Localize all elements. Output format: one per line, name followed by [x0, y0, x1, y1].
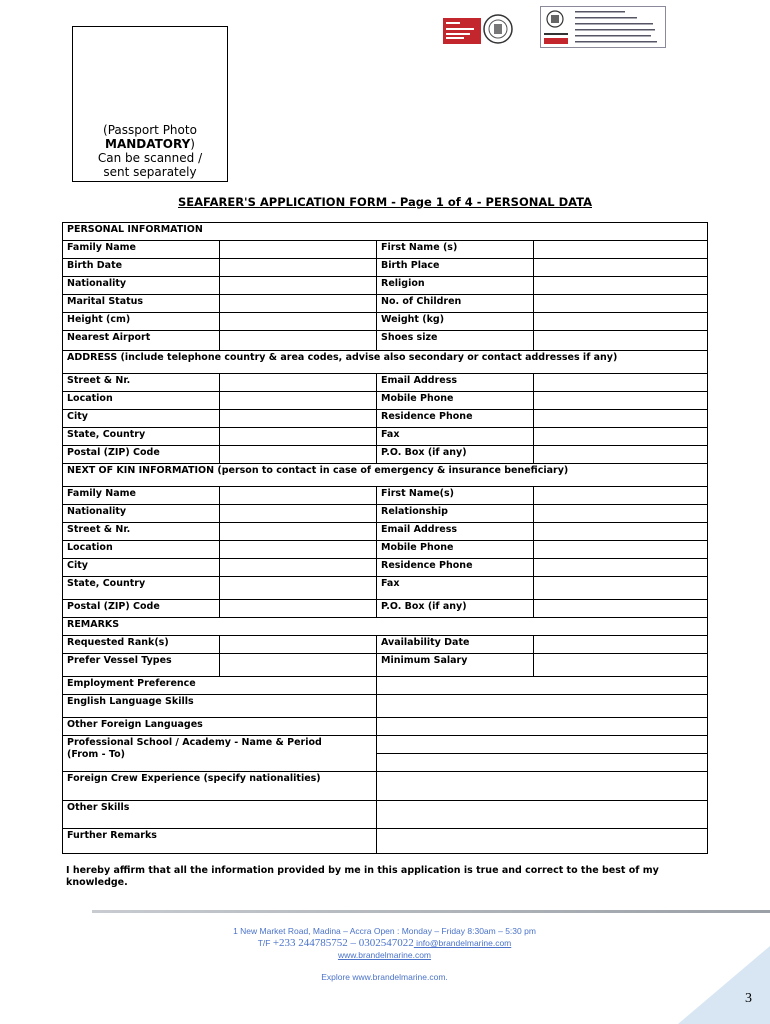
- form-row: [63, 541, 708, 559]
- kin-city-field[interactable]: [220, 559, 377, 577]
- field-label: Residence Phone: [377, 410, 534, 428]
- other-skills-field[interactable]: [377, 801, 708, 829]
- requested-rank-field[interactable]: [220, 636, 377, 654]
- section-next-of-kin: NEXT OF KIN INFORMATION (person to contact in case of emergency & insurance beneficiary): [63, 464, 708, 487]
- field-label: Other Foreign Languages: [63, 718, 377, 736]
- field-label: Nationality: [63, 505, 220, 523]
- form-row: [63, 577, 708, 600]
- field-label: Street & Nr.: [63, 523, 220, 541]
- birth-place-field[interactable]: [534, 259, 708, 277]
- field-label: Nearest Airport: [63, 331, 220, 351]
- footer-phone-prefix: T/F: [257, 938, 273, 948]
- form-row: [63, 772, 708, 801]
- form-row: [63, 736, 708, 754]
- field-label: Fax: [377, 428, 534, 446]
- form-row: [63, 374, 708, 392]
- kin-fax-field[interactable]: [534, 577, 708, 600]
- religion-field[interactable]: [534, 277, 708, 295]
- photo-line-4: sent separately: [103, 165, 197, 179]
- footer-email-link[interactable]: info@brandelmarine.com: [413, 938, 512, 948]
- field-label: Email Address: [377, 523, 534, 541]
- children-field[interactable]: [534, 295, 708, 313]
- nationality-field[interactable]: [220, 277, 377, 295]
- field-label: Postal (ZIP) Code: [63, 446, 220, 464]
- employment-preference-field[interactable]: [377, 677, 708, 695]
- form-row: [63, 505, 708, 523]
- po-box-field[interactable]: [534, 446, 708, 464]
- field-label: City: [63, 559, 220, 577]
- height-field[interactable]: [220, 313, 377, 331]
- form-row: [63, 829, 708, 854]
- footer-divider: [92, 910, 770, 913]
- residence-phone-field[interactable]: [534, 410, 708, 428]
- field-label: Minimum Salary: [377, 654, 534, 677]
- field-label: State, Country: [63, 577, 220, 600]
- form-row: [63, 313, 708, 331]
- form-row: [63, 600, 708, 618]
- kin-po-box-field[interactable]: [534, 600, 708, 618]
- field-label: Family Name: [63, 487, 220, 505]
- field-label: Location: [63, 541, 220, 559]
- field-label: Fax: [377, 577, 534, 600]
- location-field[interactable]: [220, 392, 377, 410]
- form-row: [63, 636, 708, 654]
- family-name-field[interactable]: [220, 241, 377, 259]
- field-label: Marital Status: [63, 295, 220, 313]
- photo-mandatory: MANDATORY: [105, 137, 191, 151]
- application-form-table: [62, 222, 708, 854]
- form-row: [63, 331, 708, 351]
- field-label: Requested Rank(s): [63, 636, 220, 654]
- field-label: Availability Date: [377, 636, 534, 654]
- form-row: [63, 259, 708, 277]
- form-row: [63, 487, 708, 505]
- nearest-airport-field[interactable]: [220, 331, 377, 351]
- english-skills-field[interactable]: [377, 695, 708, 718]
- form-row: [63, 559, 708, 577]
- form-row: [63, 295, 708, 313]
- field-label: No. of Children: [377, 295, 534, 313]
- school-label-line-2: (From - To): [67, 749, 125, 760]
- page-corner-decoration: [678, 946, 770, 1024]
- form-row: [63, 677, 708, 695]
- further-remarks-field[interactable]: [377, 829, 708, 854]
- field-label: Prefer Vessel Types: [63, 654, 220, 677]
- field-label: English Language Skills: [63, 695, 377, 718]
- field-label: Street & Nr.: [63, 374, 220, 392]
- footer-contact: [92, 937, 677, 949]
- form-row: [63, 428, 708, 446]
- kin-street-field[interactable]: [220, 523, 377, 541]
- shoes-size-field[interactable]: [534, 331, 708, 351]
- birth-date-field[interactable]: [220, 259, 377, 277]
- professional-school-field[interactable]: [377, 736, 708, 754]
- form-row: [63, 446, 708, 464]
- foreign-languages-field[interactable]: [377, 718, 708, 736]
- professional-school-period-field[interactable]: [377, 754, 708, 772]
- kin-first-name-field[interactable]: [534, 487, 708, 505]
- iso-certification-logo: [540, 6, 666, 48]
- field-label: Nationality: [63, 277, 220, 295]
- photo-close-paren: ): [190, 137, 195, 151]
- field-label: City: [63, 410, 220, 428]
- field-label: Mobile Phone: [377, 392, 534, 410]
- field-label: P.O. Box (if any): [377, 600, 534, 618]
- field-label: Shoes size: [377, 331, 534, 351]
- kin-mobile-phone-field[interactable]: [534, 541, 708, 559]
- field-label: Employment Preference: [63, 677, 377, 695]
- field-label: Birth Date: [63, 259, 220, 277]
- passport-photo-note: [73, 123, 227, 179]
- email-field[interactable]: [534, 374, 708, 392]
- field-label: Further Remarks: [63, 829, 377, 854]
- kin-postal-code-field[interactable]: [220, 600, 377, 618]
- form-row: [63, 392, 708, 410]
- kin-family-name-field[interactable]: [220, 487, 377, 505]
- kin-email-field[interactable]: [534, 523, 708, 541]
- form-row: [63, 695, 708, 718]
- field-label: First Name (s): [377, 241, 534, 259]
- form-row: [63, 410, 708, 428]
- section-address: ADDRESS (include telephone country & area codes, advise also secondary or contact addresses if any): [63, 351, 708, 374]
- field-label: First Name(s): [377, 487, 534, 505]
- field-label: [63, 736, 377, 772]
- footer-address: 1 New Market Road, Madina – Accra Open : Monday – Friday 8:30am – 5:30 pm: [233, 926, 536, 936]
- photo-line-3: Can be scanned /: [97, 151, 203, 165]
- field-label: Email Address: [377, 374, 534, 392]
- photo-line-1: (Passport Photo: [103, 123, 197, 137]
- school-label-line-1: Professional School / Academy - Name & Period: [67, 737, 322, 748]
- postal-code-field[interactable]: [220, 446, 377, 464]
- city-field[interactable]: [220, 410, 377, 428]
- form-row: [63, 801, 708, 829]
- footer-web: [92, 950, 677, 960]
- field-label: Birth Place: [377, 259, 534, 277]
- field-label: Residence Phone: [377, 559, 534, 577]
- field-label: Postal (ZIP) Code: [63, 600, 220, 618]
- foreign-crew-experience-field[interactable]: [377, 772, 708, 801]
- section-remarks: REMARKS: [63, 618, 708, 636]
- field-label: Height (cm): [63, 313, 220, 331]
- mobile-phone-field[interactable]: [534, 392, 708, 410]
- passport-photo-box: [72, 26, 228, 182]
- field-label: Religion: [377, 277, 534, 295]
- form-row: [63, 277, 708, 295]
- field-label: Relationship: [377, 505, 534, 523]
- field-label: Family Name: [63, 241, 220, 259]
- footer-explore: Explore www.brandelmarine.com.: [321, 972, 448, 982]
- field-label: Location: [63, 392, 220, 410]
- state-country-field[interactable]: [220, 428, 377, 446]
- affirmation-statement: I hereby affirm that all the information provided by me in this application is true and correct to the best of my knowledge.: [66, 865, 659, 888]
- availability-date-field[interactable]: [534, 636, 708, 654]
- minimum-salary-field[interactable]: [534, 654, 708, 677]
- field-label: Mobile Phone: [377, 541, 534, 559]
- footer-phone: +233 244785752 – 0302547022: [272, 937, 414, 949]
- field-label: Other Skills: [63, 801, 377, 829]
- kin-relationship-field[interactable]: [534, 505, 708, 523]
- kin-location-field[interactable]: [220, 541, 377, 559]
- street-field[interactable]: [220, 374, 377, 392]
- kin-residence-phone-field[interactable]: [534, 559, 708, 577]
- field-label: Foreign Crew Experience (specify nationalities): [63, 772, 377, 801]
- vessel-types-field[interactable]: [220, 654, 377, 677]
- field-label: Weight (kg): [377, 313, 534, 331]
- bureau-veritas-logo: [443, 12, 513, 46]
- fax-field[interactable]: [534, 428, 708, 446]
- marital-status-field[interactable]: [220, 295, 377, 313]
- field-label: State, Country: [63, 428, 220, 446]
- form-row: [63, 241, 708, 259]
- section-personal-information: PERSONAL INFORMATION: [63, 223, 708, 241]
- kin-state-country-field[interactable]: [220, 577, 377, 600]
- page-number: 3: [745, 991, 752, 1006]
- form-row: [63, 654, 708, 677]
- first-name-field[interactable]: [534, 241, 708, 259]
- form-row: [63, 718, 708, 736]
- field-label: P.O. Box (if any): [377, 446, 534, 464]
- kin-nationality-field[interactable]: [220, 505, 377, 523]
- footer-website-link[interactable]: www.brandelmarine.com: [337, 950, 432, 960]
- weight-field[interactable]: [534, 313, 708, 331]
- form-title: SEAFARER'S APPLICATION FORM - Page 1 of 4 - PERSONAL DATA: [178, 195, 592, 209]
- form-row: [63, 523, 708, 541]
